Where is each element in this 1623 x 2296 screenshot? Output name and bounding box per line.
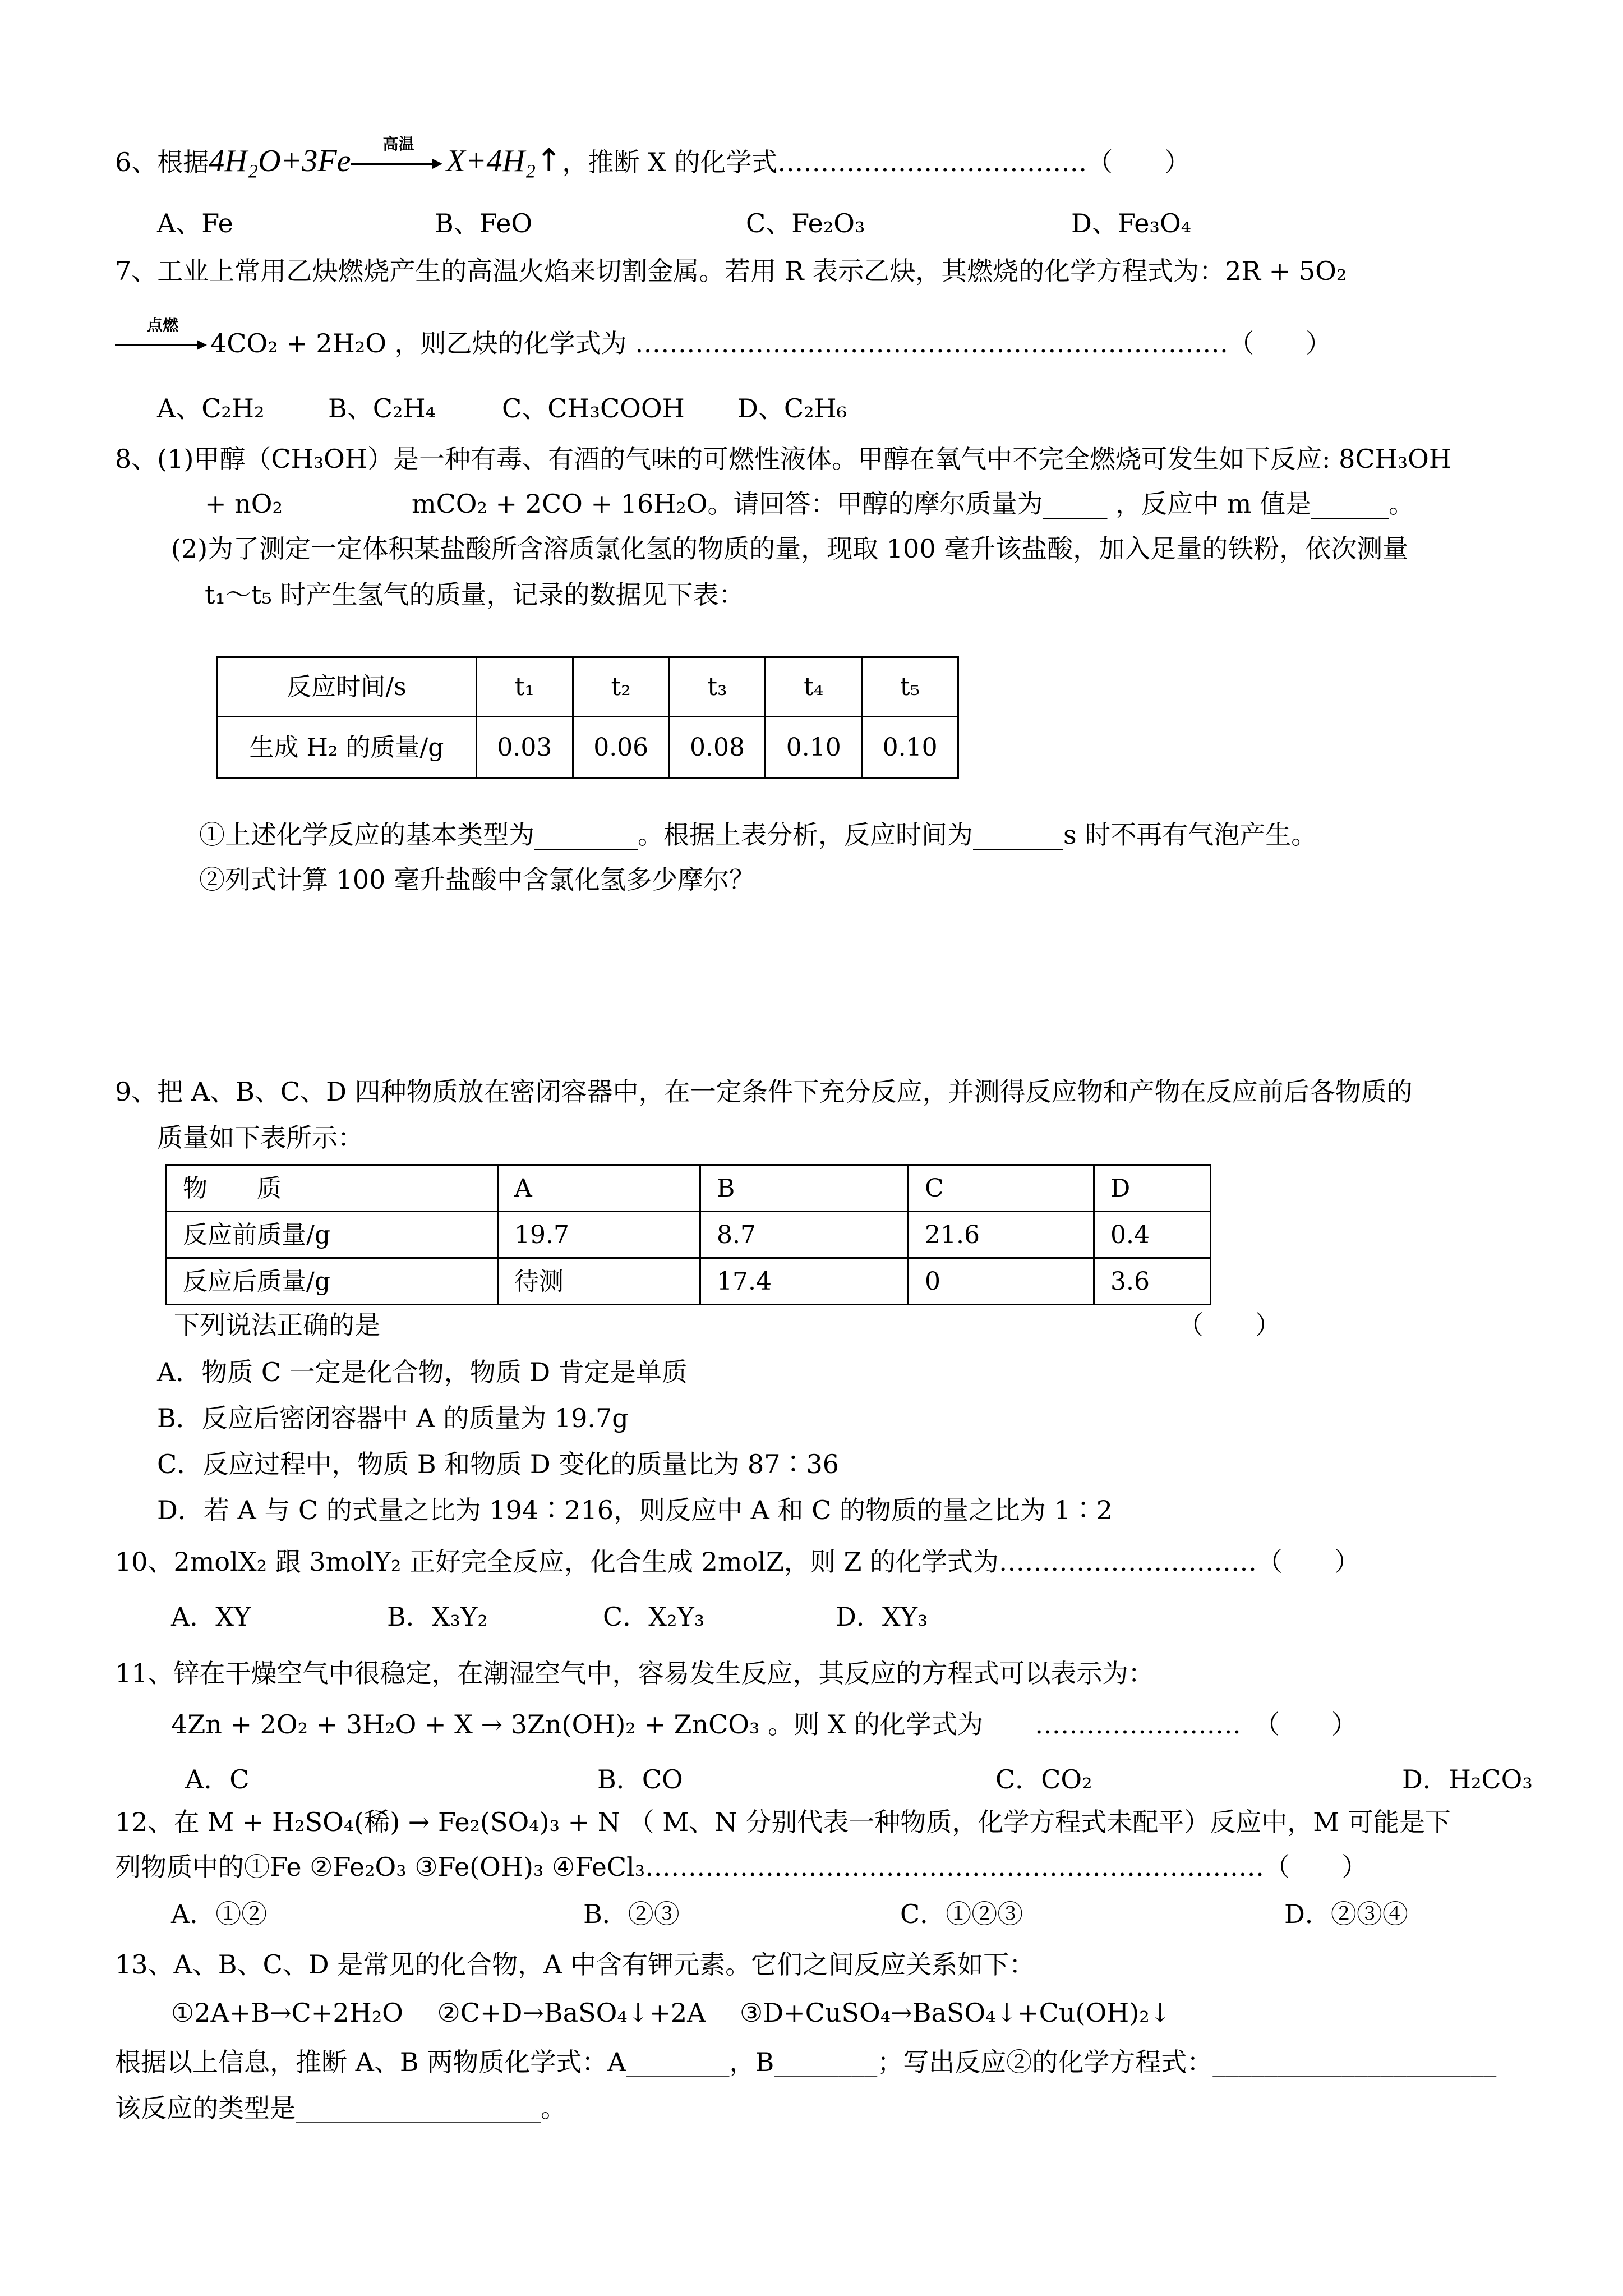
q7-option-b[interactable]: B、C₂H₄ [328,393,436,424]
q10-line1: 10、2molX₂ 跟 3molY₂ 正好完全反应，化合生成 2molZ，则 Z 的化学式为…………………………（ ） [115,1547,1361,1577]
q8-table-t5: t₅ [862,657,958,717]
q10-option-b[interactable]: B．X₃Y₂ [387,1602,488,1632]
q12-line1: 12、在 M + H₂SO₄(稀) → Fe₂(SO₄)₃ + N （ M、N 分别代表一种物质，化学方程式未配平）反应中，M 可能是下 [115,1807,1451,1837]
q7-line1: 7、工业上常用乙炔燃烧产生的高温火焰来切割金属。若用 R 表示乙炔，其燃烧的化学方程式为：2R + 5O₂ [115,256,1347,286]
q9-option-b[interactable]: B．反应后密闭容器中 A 的质量为 19.7g [157,1403,629,1433]
q7-option-d[interactable]: D、C₂H₆ [737,393,847,424]
q8-table-mass-5: 0.10 [862,717,958,778]
q8-table-header-mass: 生成 H₂ 的质量/g [217,717,477,778]
q12-option-c[interactable]: C．①②③ [900,1899,1023,1929]
q13-line4: 该反应的类型是___________________。 [115,2093,566,2123]
q6-arrow-condition: 高温 [382,135,414,153]
q8-table-mass-3: 0.08 [669,717,766,778]
q8-line2: + nO₂ mCO₂ + 2CO + 16H₂O。请回答：甲醇的摩尔质量为_____ ，反应中 m 值是______。 [205,489,1414,519]
q10-option-c[interactable]: C．X₂Y₃ [603,1602,705,1632]
q8-table-mass-4: 0.10 [766,717,862,778]
q9-table-after-c: 0 [909,1258,1094,1305]
q10-option-d[interactable]: D．XY₃ [836,1602,928,1632]
q9-table-header-b: B [700,1165,909,1212]
q8-table-mass-1: 0.03 [477,717,573,778]
q9-line2: 质量如下表所示： [157,1122,363,1153]
q7-arrow-condition: 点燃 [146,316,178,334]
q6-stem [115,135,1191,181]
q9-table-after-label: 反应后质量/g [167,1258,498,1305]
q9-answer-paren: （ ） [1178,1310,1281,1340]
q9-option-a[interactable]: A．物质 C 一定是化合物，物质 D 肯定是单质 [157,1357,688,1387]
q8-sub1: ①上述化学反应的基本类型为________。根据上表分析，反应时间为_______s 时不再有气泡产生。 [199,820,1317,850]
q6-option-b[interactable]: B、FeO [435,208,533,238]
q9-table-before-c: 21.6 [909,1212,1094,1258]
q13-reactions: ①2A+B→C+2H₂O ②C+D→BaSO₄↓+2A ③D+CuSO₄→BaSO₄↓+Cu(OH)₂↓ [171,1998,1172,2028]
q6-number: 6、根据 [115,147,209,177]
q6-option-d[interactable]: D、Fe₃O₄ [1071,208,1192,238]
q12-line2: 列物质中的①Fe ②Fe₂O₃ ③Fe(OH)₃ ④FeCl₃………………………………………………………………（ ） [115,1852,1368,1882]
q8-line4: t₁～t₅ 时产生氢气的质量，记录的数据见下表： [205,579,745,610]
q9-option-c[interactable]: C．反应过程中，物质 B 和物质 D 变化的质量比为 87∶36 [157,1449,840,1479]
q6-equation-left: 4H₂O+3Fe [209,144,351,178]
q8-table-t2: t₂ [573,657,669,717]
q7-option-c[interactable]: C、CH₃COOH [502,393,685,424]
q9-table-header-a: A [498,1165,700,1212]
q8-line3: (2)为了测定一定体积某盐酸所含溶质氯化氢的物质的量，现取 100 毫升该盐酸，加入足量的铁粉，依次测量 [171,533,1409,564]
q8-table-t1: t₁ [477,657,573,717]
q8-table-t4: t₄ [766,657,862,717]
q9-table-after-d: 3.6 [1094,1258,1211,1305]
q7-equation-tail: 4CO₂ + 2H₂O ，则乙炔的化学式为 ……………………………………………………………（ ） [210,328,1332,358]
q9-prompt: 下列说法正确的是 [174,1310,380,1340]
q6-option-c[interactable]: C、Fe₂O₃ [746,208,865,238]
q6-tail: ，推断 X 的化学式………………………………（ ） [562,147,1191,177]
q7-reaction-arrow [115,316,210,357]
q11-option-a[interactable]: A．C [185,1764,250,1795]
q9-table-before-b: 8.7 [700,1212,909,1258]
q8-line1: 8、(1)甲醇（CH₃OH）是一种有毒、有酒的气味的可燃性液体。甲醇在氧气中不完全燃烧可发生如下反应: 8CH₃OH [115,444,1451,474]
q6-option-a[interactable]: A、Fe [157,208,233,238]
gas-up-arrow-icon: ↑ [536,142,562,179]
q9-table-header-c: C [909,1165,1094,1212]
q11-option-c[interactable]: C．CO₂ [995,1764,1092,1795]
q7-option-a[interactable]: A、C₂H₂ [157,393,265,424]
q9-table-header-substance: 物 质 [167,1165,498,1212]
q8-data-table [216,656,959,779]
q9-line1: 9、把 A、B、C、D 四种物质放在密闭容器中，在一定条件下充分反应，并测得反应物和产物在反应前后各物质的 [115,1076,1413,1107]
q9-table-after-a: 待测 [498,1258,700,1305]
q9-option-d[interactable]: D．若 A 与 C 的式量之比为 194∶216，则反应中 A 和 C 的物质的量之比为 1∶2 [157,1495,1113,1525]
q9-data-table [165,1164,1211,1305]
q12-option-d[interactable]: D．②③④ [1284,1899,1408,1929]
q8-table-header-time: 反应时间/s [217,657,477,717]
q9-table-header-d: D [1094,1165,1211,1212]
q10-option-a[interactable]: A．XY [171,1602,251,1632]
q13-line1: 13、A、B、C、D 是常见的化合物，A 中含有钾元素。它们之间反应关系如下： [115,1949,1035,1980]
q9-table-after-b: 17.4 [700,1258,909,1305]
q8-table-t3: t₃ [669,657,766,717]
q12-option-a[interactable]: A．①② [171,1899,268,1929]
q8-sub2: ②列式计算 100 毫升盐酸中含氯化氢多少摩尔？ [199,864,755,895]
q11-option-b[interactable]: B．CO [597,1764,683,1795]
q8-table-mass-2: 0.06 [573,717,669,778]
q9-table-before-d: 0.4 [1094,1212,1211,1258]
q9-table-before-a: 19.7 [498,1212,700,1258]
q6-reaction-arrow [351,135,446,176]
q13-line3: 根据以上信息，推断 A、B 两物质化学式：A________，B________；写出反应②的化学方程式：______________________ [115,2047,1497,2077]
q7-line2 [115,316,1332,360]
q9-table-before-label: 反应前质量/g [167,1212,498,1258]
q12-option-b[interactable]: B．②③ [583,1899,680,1929]
q11-option-d[interactable]: D．H₂CO₃ [1402,1764,1533,1795]
q11-line2: 4Zn + 2O₂ + 3H₂O + X → 3Zn(OH)₂ + ZnCO₃ 。则 X 的化学式为 …………………… （ ） [171,1709,1358,1740]
q6-equation-right: X+4H₂ [446,144,536,178]
q11-line1: 11、锌在干燥空气中很稳定，在潮湿空气中，容易发生反应，其反应的方程式可以表示为： [115,1658,1154,1688]
